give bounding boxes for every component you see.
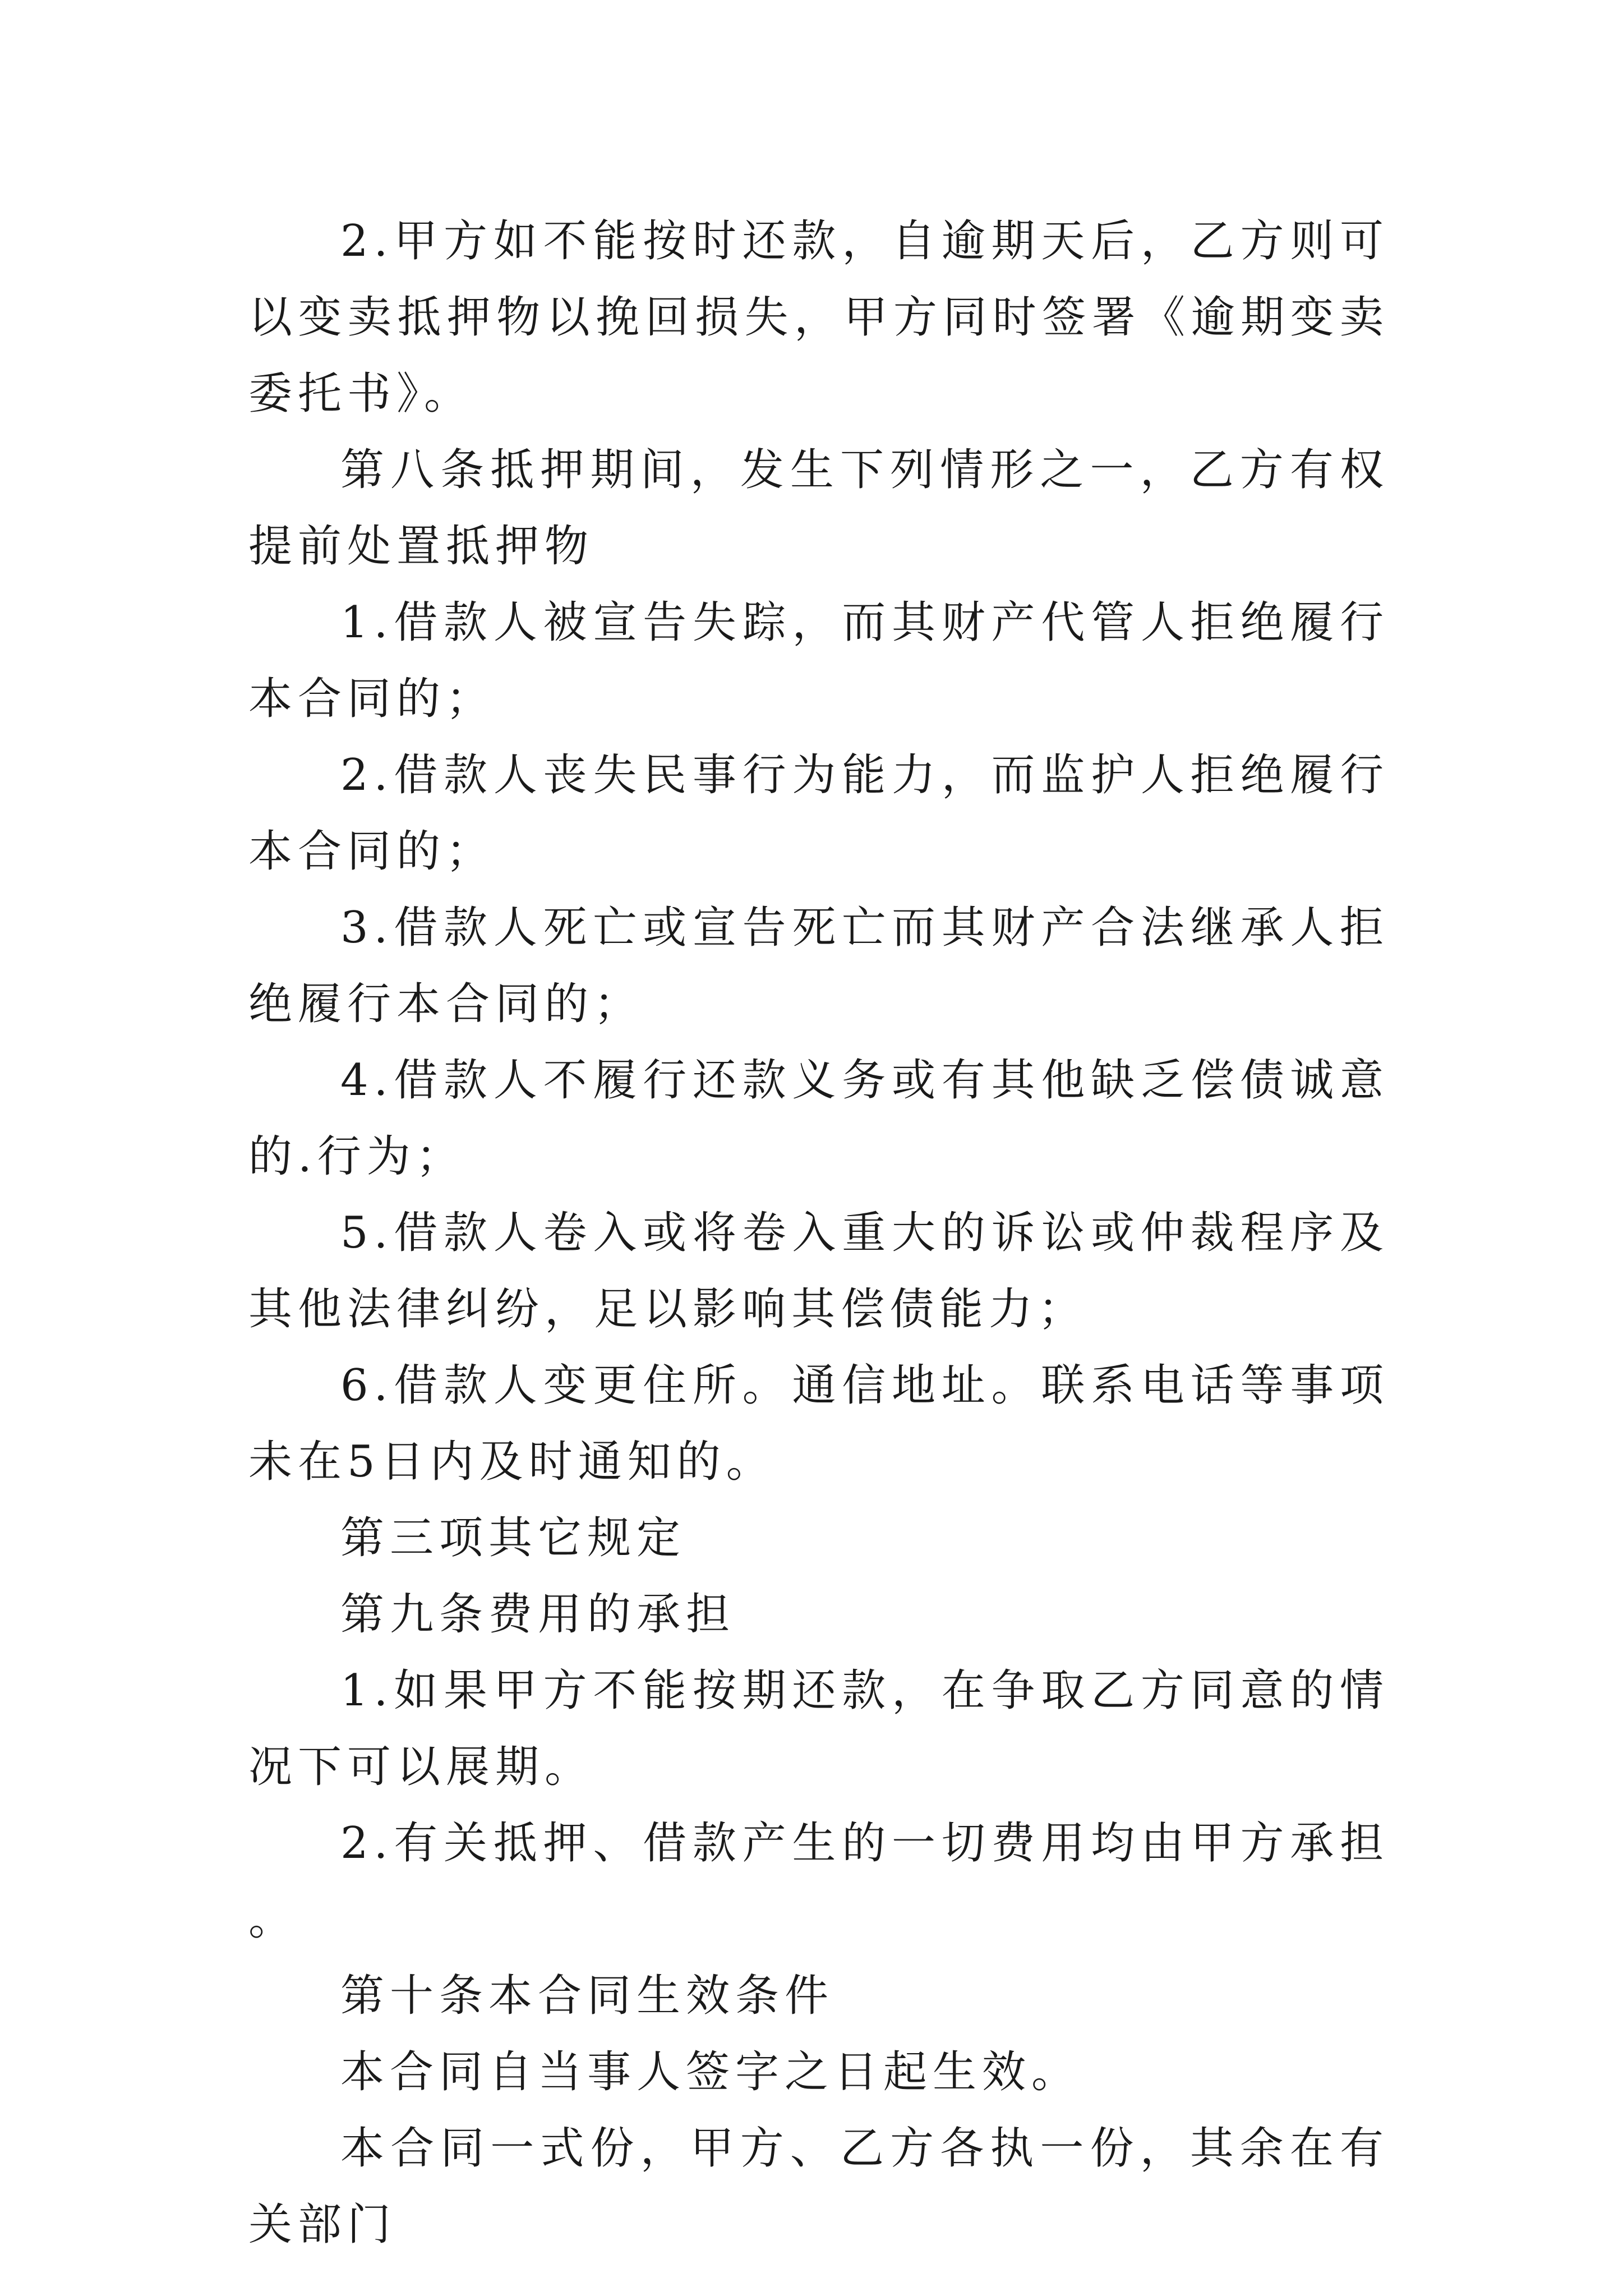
clause-paragraph: 1.借款人被宣告失踪，而其财产代管人拒绝履行本合同的； xyxy=(248,597,1389,724)
clause-paragraph: 5.借款人卷入或将卷入重大的诉讼或仲裁程序及其他法律纠纷，足以影响其偿债能力； xyxy=(248,1208,1389,1335)
document-body xyxy=(248,203,1389,2263)
clause-paragraph: 2.有关抵押、借款产生的一切费用均由甲方承担。 xyxy=(248,1818,1389,1945)
clause-paragraph: 3.借款人死亡或宣告死亡而其财产合法继承人拒绝履行本合同的； xyxy=(248,903,1389,1029)
clause-paragraph: 2.借款人丧失民事行为能力，而监护人拒绝履行本合同的； xyxy=(248,750,1389,877)
article-heading: 第九条费用的承担 xyxy=(340,1589,736,1640)
clause-paragraph: 2.甲方如不能按时还款，自逾期天后，乙方则可以变卖抵押物以挽回损失，甲方同时签署《逾期变卖委托书》。 xyxy=(248,216,1389,419)
section-heading: 第三项其它规定 xyxy=(340,1513,686,1563)
article-heading: 第八条抵押期间，发生下列情形之一，乙方有权提前处置抵押物 xyxy=(248,445,1389,572)
clause-paragraph: 4.借款人不履行还款义务或有其他缺乏偿债诚意的.行为； xyxy=(248,1055,1389,1182)
article-heading: 第十条本合同生效条件 xyxy=(340,1971,834,2021)
clause-paragraph: 1.如果甲方不能按期还款，在争取乙方同意的情况下可以展期。 xyxy=(248,1665,1389,1792)
clause-paragraph: 本合同一式份，甲方、乙方各执一份，其余在有关部门 xyxy=(248,2123,1389,2250)
clause-paragraph: 6.借款人变更住所。通信地址。联系电话等事项未在5日内及时通知的。 xyxy=(248,1360,1389,1487)
clause-paragraph: 本合同自当事人签字之日起生效。 xyxy=(340,2047,1081,2097)
